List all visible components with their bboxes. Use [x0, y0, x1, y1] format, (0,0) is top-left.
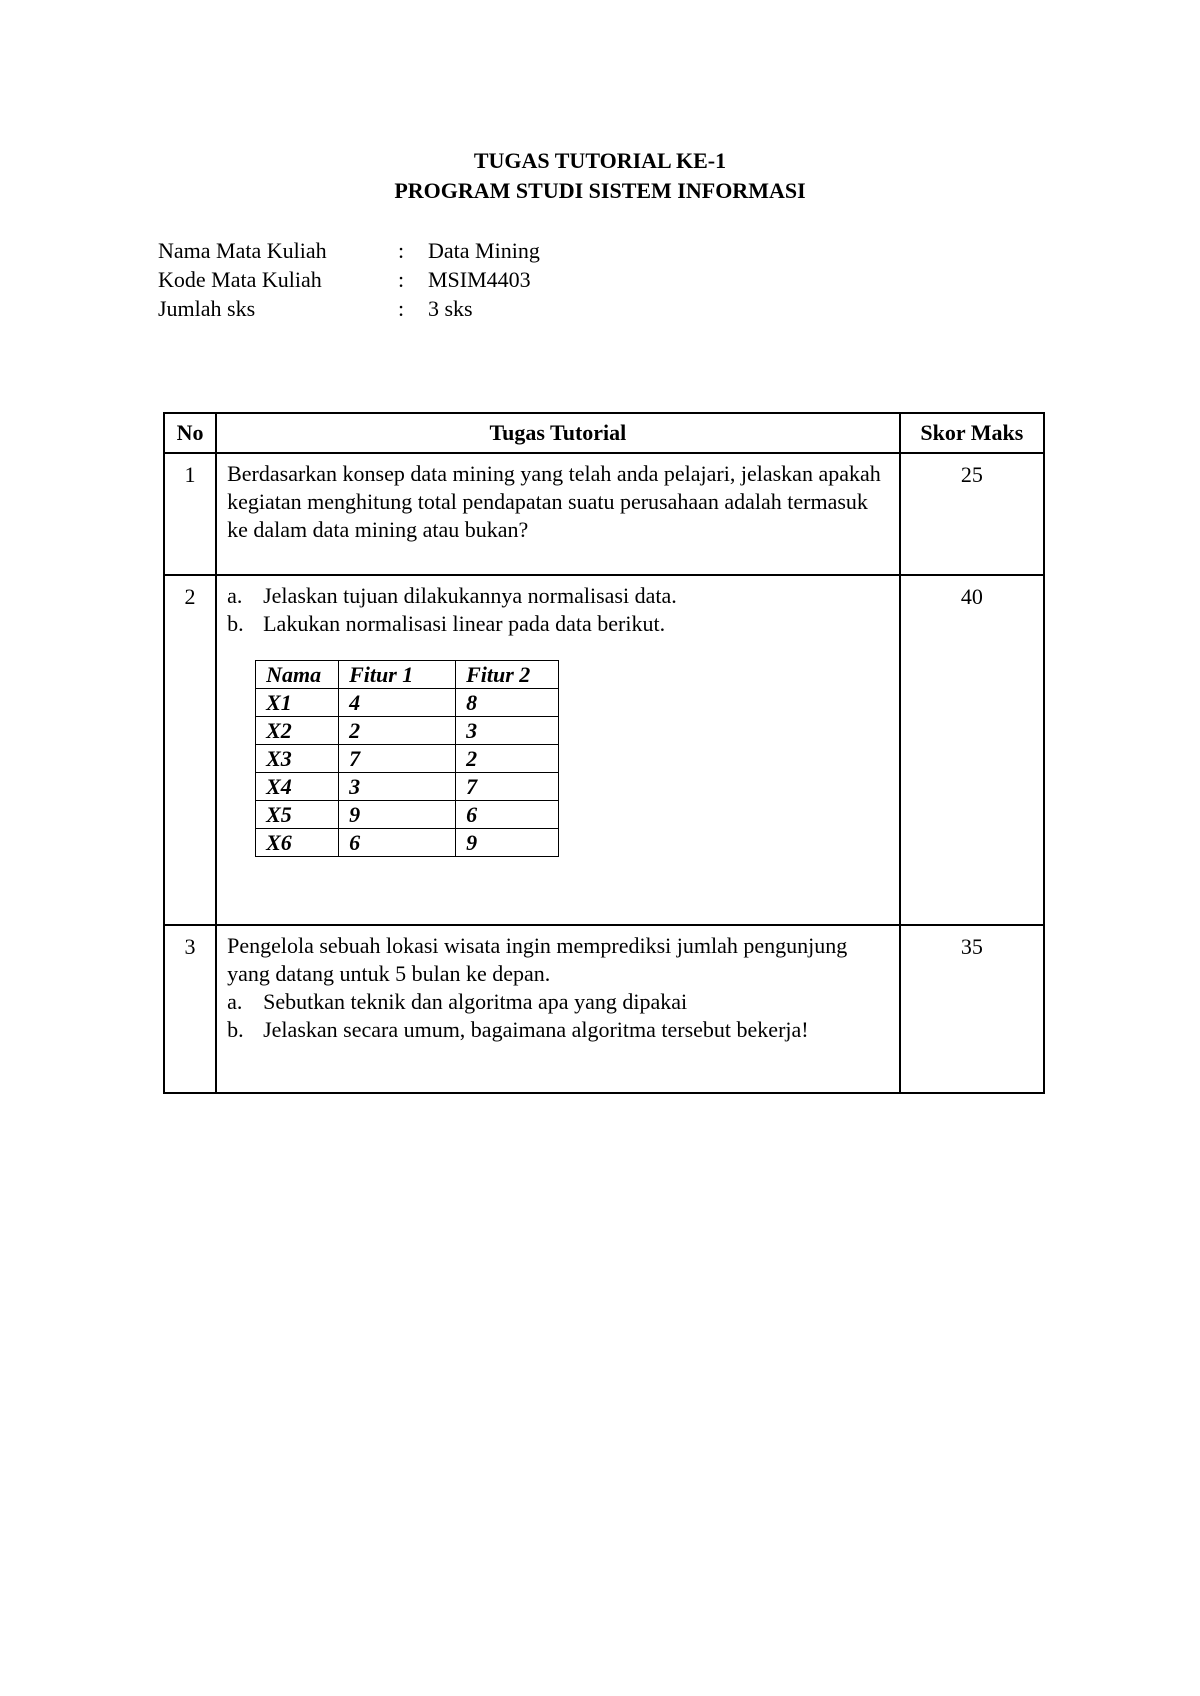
data-table-row — [256, 745, 559, 773]
data-cell: 7 — [456, 773, 559, 801]
title-line-1: TUGAS TUTORIAL KE-1 — [473, 148, 727, 173]
sub-item — [227, 988, 891, 1016]
sub-item — [227, 1016, 891, 1044]
task-text: Berdasarkan konsep data mining yang telah anda pelajari, jelaskan apakah kegiatan menghitung total pendapatan suatu perusahaan adalah termasuk ke dalam data mining atau bukan? — [227, 461, 881, 542]
data-table-header-row — [256, 661, 559, 689]
table-header-row — [164, 413, 1044, 453]
info-colon: : — [398, 296, 405, 321]
data-cell: 2 — [456, 745, 559, 773]
course-info — [158, 236, 540, 323]
data-cell: 3 — [339, 773, 456, 801]
info-value: Data Mining — [428, 238, 540, 263]
header-task: Tugas Tutorial — [216, 413, 900, 453]
data-table-row — [256, 829, 559, 857]
data-cell: X4 — [256, 773, 339, 801]
table-row — [164, 453, 1044, 575]
task-number: 3 — [164, 925, 216, 1093]
header-score: Skor Maks — [900, 413, 1044, 453]
document-title — [0, 146, 1200, 206]
tutorial-task-table — [163, 412, 1045, 1094]
sub-item-text: Lakukan normalisasi linear pada data berikut. — [263, 611, 666, 636]
data-table-row — [256, 773, 559, 801]
table-row — [164, 575, 1044, 925]
header-no: No — [164, 413, 216, 453]
data-cell: 4 — [339, 689, 456, 717]
info-colon: : — [398, 267, 405, 292]
data-cell: 7 — [339, 745, 456, 773]
data-cell: 9 — [339, 801, 456, 829]
info-value: 3 sks — [428, 296, 473, 321]
info-colon: : — [398, 238, 405, 263]
task-number: 2 — [164, 575, 216, 925]
data-table-row — [256, 717, 559, 745]
data-cell: 6 — [339, 829, 456, 857]
task-number: 1 — [164, 453, 216, 575]
data-cell: 3 — [456, 717, 559, 745]
task-score: 35 — [900, 925, 1044, 1093]
sub-item-text: Jelaskan secara umum, bagaimana algoritma tersebut bekerja! — [263, 1017, 809, 1042]
info-row-credits — [158, 294, 540, 323]
info-row-course-code — [158, 265, 540, 294]
data-cell: 6 — [456, 801, 559, 829]
task-score: 25 — [900, 453, 1044, 575]
data-cell: X5 — [256, 801, 339, 829]
data-cell: 9 — [456, 829, 559, 857]
info-row-course-name — [158, 236, 540, 265]
task-score: 40 — [900, 575, 1044, 925]
data-cell: X2 — [256, 717, 339, 745]
data-cell: X6 — [256, 829, 339, 857]
sub-item-letter: b. — [227, 1017, 244, 1042]
data-cell: 2 — [339, 717, 456, 745]
task-description — [216, 453, 900, 575]
data-header-cell: Fitur 2 — [456, 661, 559, 689]
feature-data-table — [255, 660, 559, 857]
info-label: Nama Mata Kuliah — [158, 238, 327, 263]
title-line-2: PROGRAM STUDI SISTEM INFORMASI — [394, 178, 806, 203]
data-cell: X1 — [256, 689, 339, 717]
data-table-row — [256, 801, 559, 829]
sub-item-text: Sebutkan teknik dan algoritma apa yang dipakai — [263, 989, 688, 1014]
sub-item-text: Jelaskan tujuan dilakukannya normalisasi data. — [263, 583, 677, 608]
info-value: MSIM4403 — [428, 267, 531, 292]
data-cell: X3 — [256, 745, 339, 773]
info-label: Jumlah sks — [158, 296, 256, 321]
task-intro: Pengelola sebuah lokasi wisata ingin memprediksi jumlah pengunjung yang datang untuk 5 bulan ke depan. — [227, 933, 848, 986]
data-table-row — [256, 689, 559, 717]
task-description — [216, 925, 900, 1093]
sub-item — [227, 582, 891, 610]
sub-item — [227, 610, 891, 638]
sub-item-letter: b. — [227, 611, 244, 636]
task-description — [216, 575, 900, 925]
data-header-cell: Nama — [256, 661, 339, 689]
data-header-cell: Fitur 1 — [339, 661, 456, 689]
data-cell: 8 — [456, 689, 559, 717]
sub-item-letter: a. — [227, 583, 243, 608]
sub-item-letter: a. — [227, 989, 243, 1014]
info-label: Kode Mata Kuliah — [158, 267, 322, 292]
table-row — [164, 925, 1044, 1093]
